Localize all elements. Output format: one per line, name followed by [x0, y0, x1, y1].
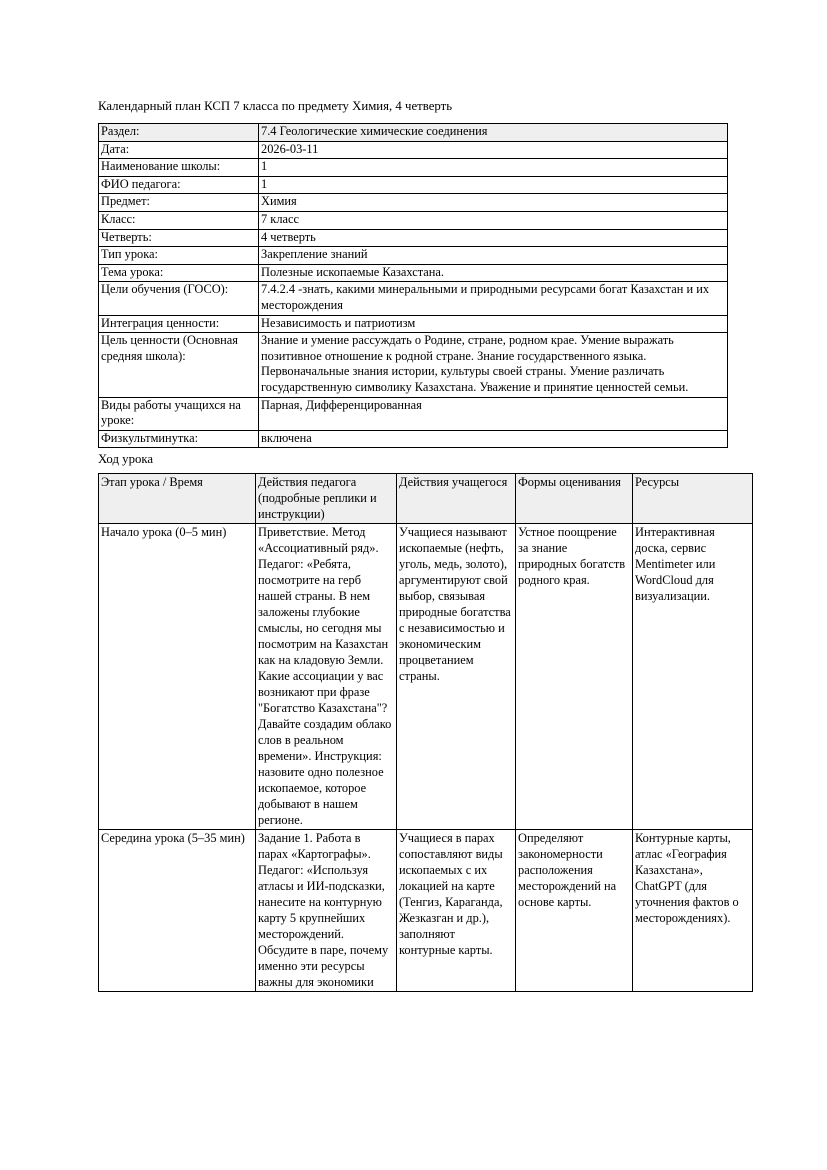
- resources-cell: Контурные карты, атлас «География Казахстана», ChatGPT (для уточнения фактов о месторождениях).: [633, 830, 753, 992]
- info-label: Четверть:: [99, 229, 259, 247]
- lesson-flow-heading: Ход урока: [98, 452, 154, 467]
- info-label: Цели обучения (ГОСО):: [99, 282, 259, 315]
- info-row-lesson-type: [99, 247, 728, 265]
- info-label: Интеграция ценности:: [99, 315, 259, 333]
- student-actions-cell: Учащиеся называют ископаемые (нефть, уголь, медь, золото), аргументируют свой выбор, связывая природные богатства с независимостью и экономическим процветанием страны.: [397, 524, 516, 830]
- info-value: 7.4 Геологические химические соединения: [259, 124, 728, 142]
- resources-cell: Интерактивная доска, сервис Mentimeter или WordCloud для визуализации.: [633, 524, 753, 830]
- header-cell-assessment: Формы оценивания: [516, 474, 633, 524]
- info-value: 1: [259, 176, 728, 194]
- teacher-actions-cell: Задание 1. Работа в парах «Картографы». Педагог: «Используя атласы и ИИ-подсказки, нанесите на контурную карту 5 крупнейших месторождений. Обсудите в паре, почему именно эти ресурсы важны для экономики: [256, 830, 397, 992]
- header-cell-teacher-actions: Действия педагога (подробные реплики и инструкции): [256, 474, 397, 524]
- stage-cell: Начало урока (0–5 мин): [99, 524, 256, 830]
- lesson-row-middle: [99, 830, 753, 992]
- info-value: Полезные ископаемые Казахстана.: [259, 264, 728, 282]
- info-row-quarter: [99, 229, 728, 247]
- lesson-table-header-row: [99, 474, 753, 524]
- info-row-teacher: [99, 176, 728, 194]
- info-row-topic: [99, 264, 728, 282]
- info-value: Парная, Дифференцированная: [259, 397, 728, 430]
- info-row-school: [99, 159, 728, 177]
- info-value: Закрепление знаний: [259, 247, 728, 265]
- assessment-cell: Определяют закономерности расположения месторождений на основе карты.: [516, 830, 633, 992]
- info-label: Тип урока:: [99, 247, 259, 265]
- info-row-goals: [99, 282, 728, 315]
- info-row-data: [99, 141, 728, 159]
- assessment-cell: Устное поощрение за знание природных богатств родного края.: [516, 524, 633, 830]
- info-label: Класс:: [99, 211, 259, 229]
- header-cell-resources: Ресурсы: [633, 474, 753, 524]
- student-actions-cell: Учащиеся в парах сопоставляют виды ископаемых с их локацией на карте (Тенгиз, Караганда, Жезказган и др.), заполняют контурные карты.: [397, 830, 516, 992]
- stage-cell: Середина урока (5–35 мин): [99, 830, 256, 992]
- lesson-info-table: [98, 123, 728, 448]
- info-row-work-types: [99, 397, 728, 430]
- lesson-row-start: [99, 524, 753, 830]
- info-row-values-integration: [99, 315, 728, 333]
- info-row-class: [99, 211, 728, 229]
- info-label: Наименование школы:: [99, 159, 259, 177]
- info-label: Цель ценности (Основная средняя школа):: [99, 333, 259, 397]
- lesson-flow-table: [98, 473, 753, 992]
- teacher-actions-cell: Приветствие. Метод «Ассоциативный ряд». Педагог: «Ребята, посмотрите на герб нашей страны. В нем заложены глубокие смыслы, но сегодня мы посмотрим на Казахстан как на кладовую Земли. Какие ассоциации у вас возникают при фразе "Богатство Казахстана"? Давайте создадим облако слов в реальном времени». Инструкция: назовите одно полезное ископаемое, которое добывают в нашем регионе.: [256, 524, 397, 830]
- info-value: Независимость и патриотизм: [259, 315, 728, 333]
- info-value: 4 четверть: [259, 229, 728, 247]
- header-cell-stage: Этап урока / Время: [99, 474, 256, 524]
- info-row-values-goal: [99, 333, 728, 397]
- info-value: включена: [259, 430, 728, 448]
- info-value: 7.4.2.4 -знать, какими минеральными и природными ресурсами богат Казахстан и их месторождения: [259, 282, 728, 315]
- info-value: 1: [259, 159, 728, 177]
- info-label: ФИО педагога:: [99, 176, 259, 194]
- info-row-phys-minute: [99, 430, 728, 448]
- info-label: Раздел:: [99, 124, 259, 142]
- info-row-razdel: [99, 124, 728, 142]
- info-row-subject: [99, 194, 728, 212]
- info-label: Предмет:: [99, 194, 259, 212]
- header-cell-student-actions: Действия учащегося: [397, 474, 516, 524]
- document-title: Календарный план КСП 7 класса по предмету Химия, 4 четверть: [98, 99, 453, 113]
- document-content: [98, 99, 739, 992]
- info-label: Дата:: [99, 141, 259, 159]
- info-value: 2026-03-11: [259, 141, 728, 159]
- info-label: Тема урока:: [99, 264, 259, 282]
- info-label: Физкультминутка:: [99, 430, 259, 448]
- info-value: Химия: [259, 194, 728, 212]
- info-label: Виды работы учащихся на уроке:: [99, 397, 259, 430]
- info-value: Знание и умение рассуждать о Родине, стране, родном крае. Умение выражать позитивное отношение к родной стране. Знание государственного языка. Первоначальные знания истории, культуры своей страны. Умение различать государственную символику Казахстана. Уважение и принятие ценностей семьи.: [259, 333, 728, 397]
- info-value: 7 класс: [259, 211, 728, 229]
